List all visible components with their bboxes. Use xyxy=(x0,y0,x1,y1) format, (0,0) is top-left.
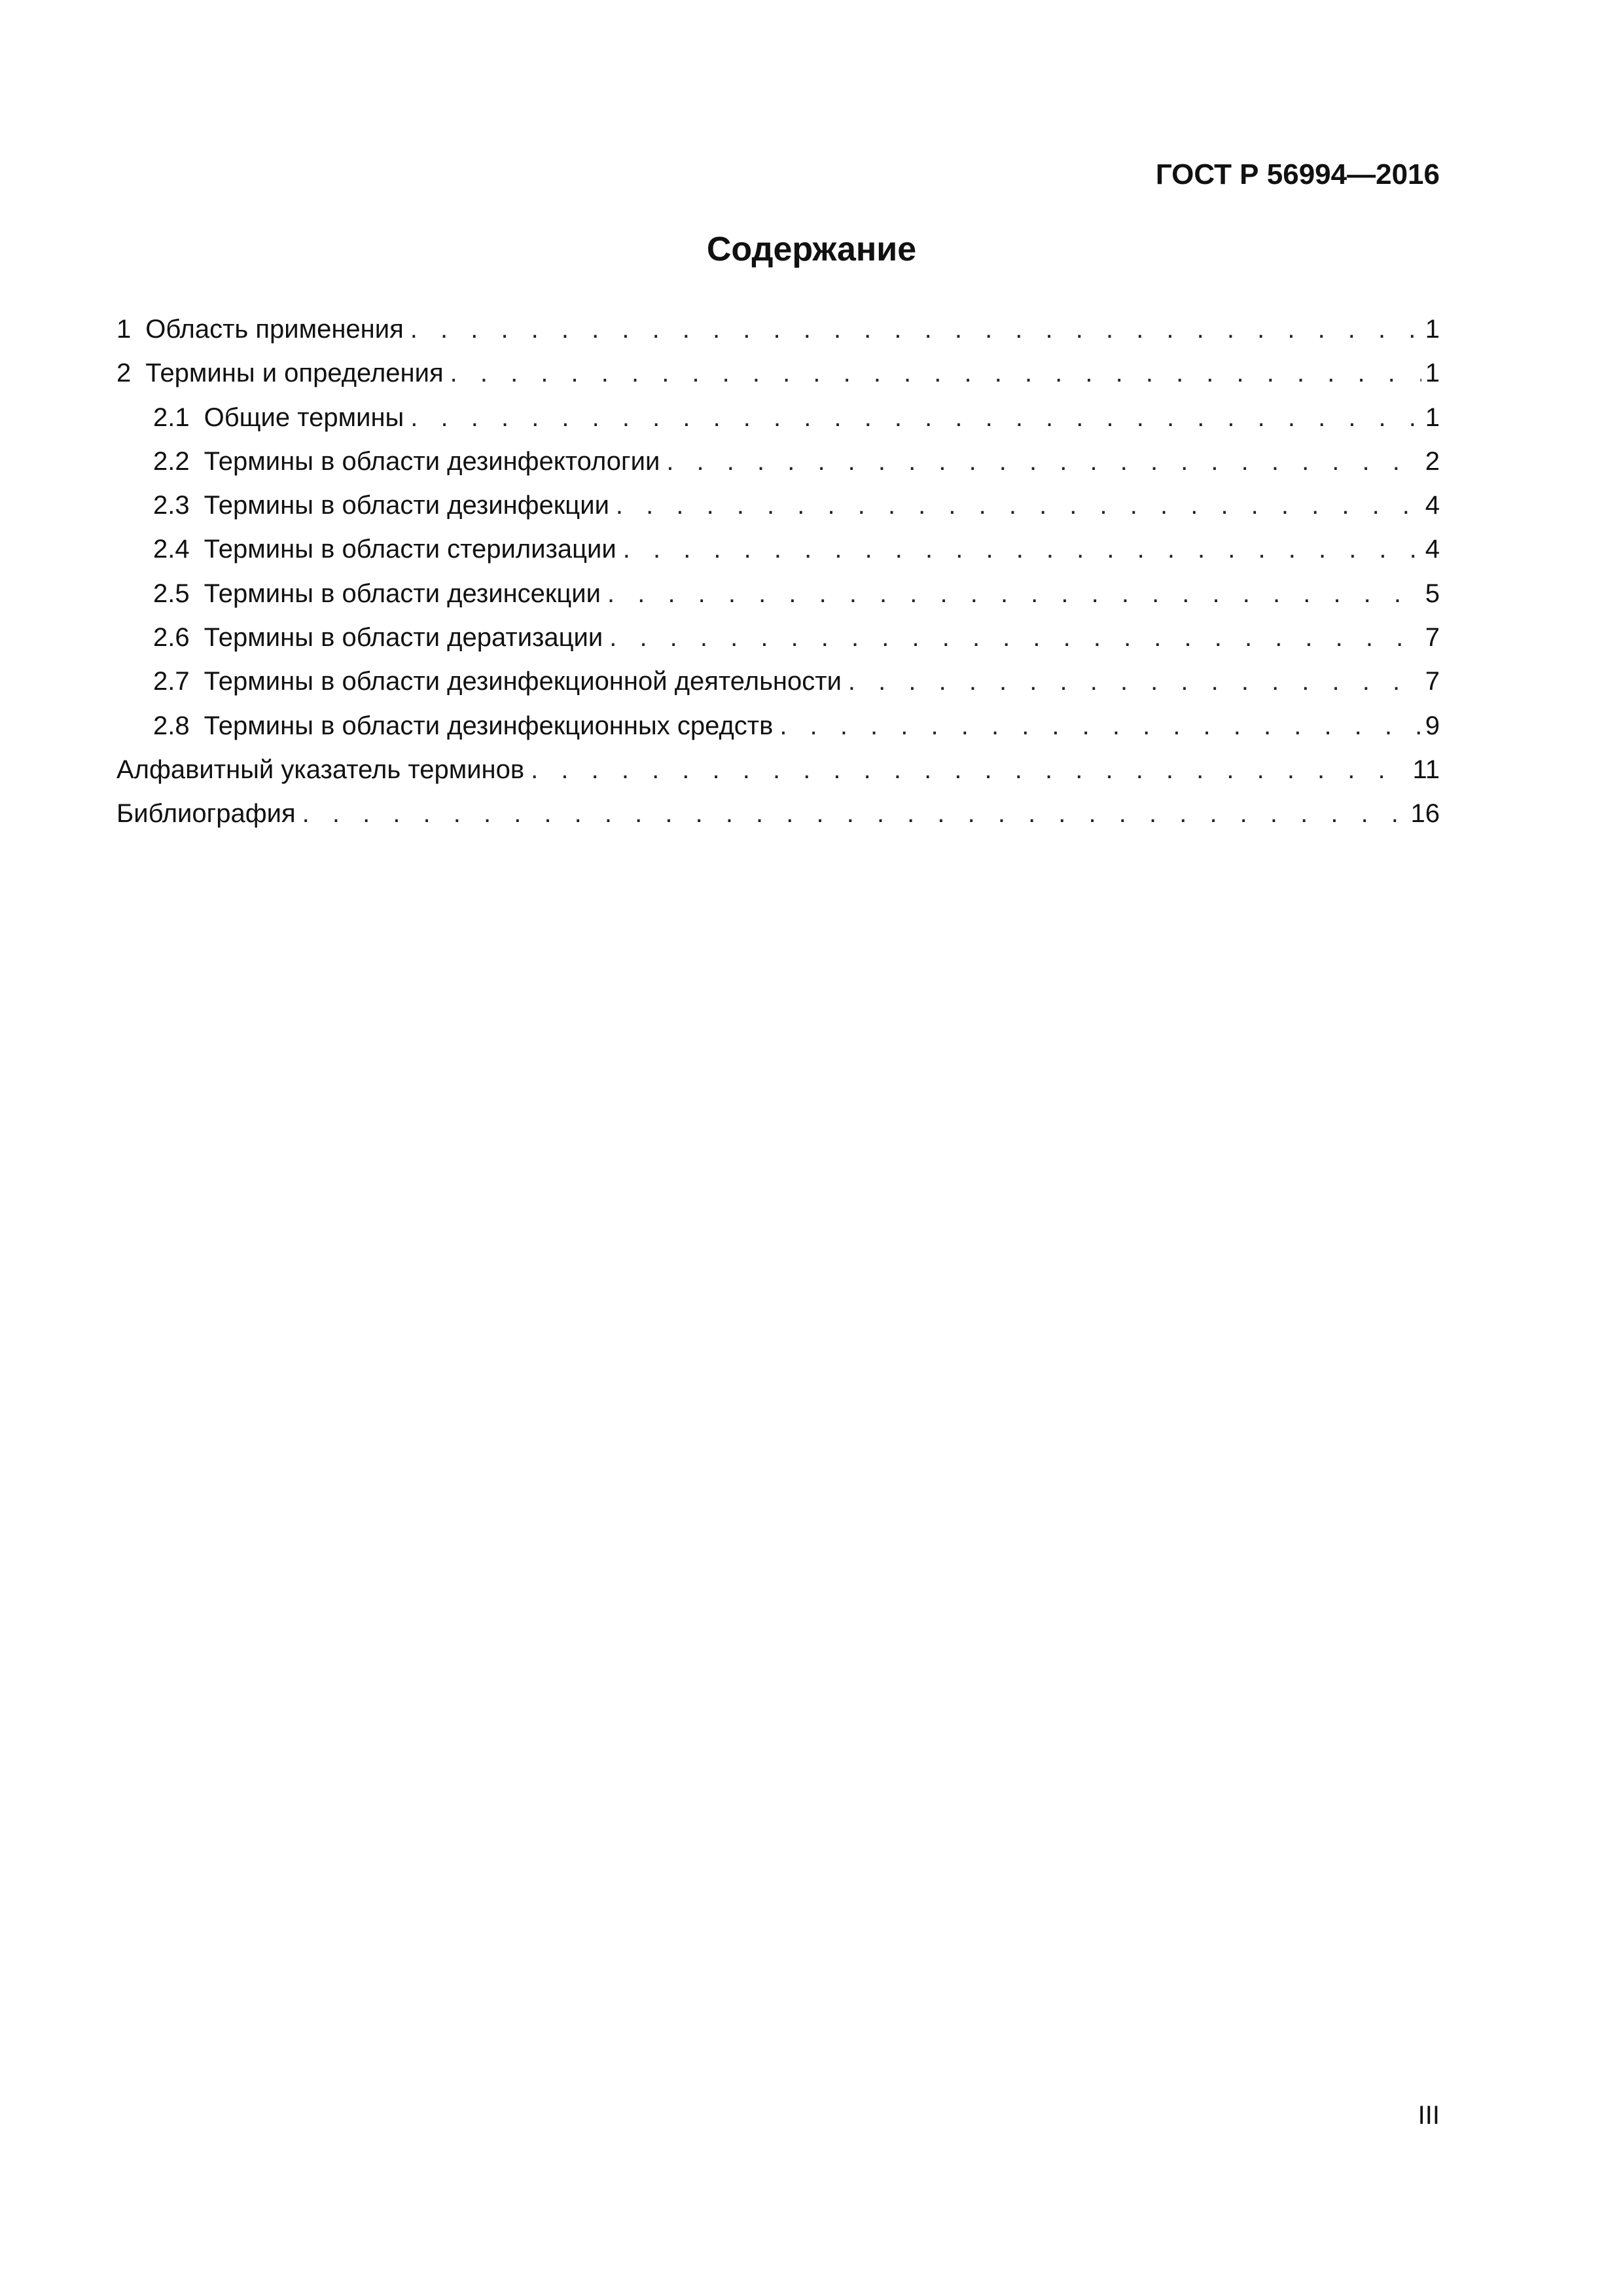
toc-entry-page: 1 xyxy=(1425,403,1440,432)
toc-entry-page: 9 xyxy=(1425,711,1440,740)
toc-entry-number: 2.2 xyxy=(153,446,190,476)
toc-entry-text: Термины в области дезинфекционных средств xyxy=(204,711,774,740)
toc-entry-number: 1 xyxy=(116,315,132,344)
toc-leader-dots xyxy=(848,660,1421,704)
toc-entry-number: 2.7 xyxy=(153,667,190,696)
toc-entry-text: Термины в области дезинфектологии xyxy=(204,446,660,476)
toc-entry-page: 5 xyxy=(1425,579,1440,608)
toc-entry-bibliography[interactable] xyxy=(116,792,1440,836)
toc-entry-page: 1 xyxy=(1425,359,1440,388)
toc-entry-page: 11 xyxy=(1412,755,1440,784)
toc-entry-2-8[interactable] xyxy=(116,704,1440,748)
toc-entry-1[interactable] xyxy=(116,308,1440,351)
toc-entry-text: Термины в области дезинфекционной деятельности xyxy=(204,667,842,696)
toc-leader-dots xyxy=(609,616,1421,660)
toc-entry-text: Область применения xyxy=(145,315,404,344)
toc-entry-page: 7 xyxy=(1425,667,1440,696)
toc-entry-2-6[interactable] xyxy=(116,616,1440,660)
toc-entry-page: 2 xyxy=(1425,446,1440,476)
document-code: ГОСТ Р 56994—2016 xyxy=(1155,158,1440,190)
toc-entry-2[interactable] xyxy=(116,351,1440,395)
toc-leader-dots xyxy=(607,572,1421,616)
toc-list xyxy=(116,308,1440,836)
toc-entry-number: 2.5 xyxy=(153,579,190,608)
toc-entry-number: 2.1 xyxy=(153,403,190,432)
page-number: III xyxy=(1418,2101,1440,2130)
toc-entry-text: Библиография xyxy=(116,799,296,829)
toc-entry-text: Термины и определения xyxy=(145,359,444,388)
toc-entry-2-2[interactable] xyxy=(116,440,1440,484)
toc-leader-dots xyxy=(623,528,1421,571)
toc-entry-2-3[interactable] xyxy=(116,484,1440,528)
toc-entry-text: Термины в области стерилизации xyxy=(204,535,616,564)
toc-entry-text: Термины в области дезинсекции xyxy=(204,579,601,608)
toc-entry-2-5[interactable] xyxy=(116,572,1440,616)
toc-entry-page: 4 xyxy=(1425,491,1440,520)
toc-title: Содержание xyxy=(706,230,917,268)
toc-entry-alphabetical-index[interactable] xyxy=(116,748,1440,792)
toc-entry-number: 2 xyxy=(116,359,132,388)
toc-leader-dots xyxy=(410,308,1421,351)
toc-entry-page: 4 xyxy=(1425,535,1440,564)
toc-entry-2-1[interactable] xyxy=(116,396,1440,440)
toc-leader-dots xyxy=(779,704,1421,748)
toc-entry-page: 16 xyxy=(1410,799,1440,829)
toc-entry-2-7[interactable] xyxy=(116,660,1440,704)
toc-entry-page: 1 xyxy=(1425,315,1440,344)
toc-entry-number: 2.4 xyxy=(153,535,190,564)
toc-entry-number: 2.8 xyxy=(153,711,190,740)
toc-leader-dots xyxy=(531,748,1408,792)
toc-entry-text: Термины в области дезинфекции xyxy=(204,491,609,520)
toc-entry-text: Алфавитный указатель терминов xyxy=(116,755,525,784)
toc-entry-number: 2.3 xyxy=(153,491,190,520)
toc-leader-dots xyxy=(410,396,1421,440)
toc-entry-text: Общие термины xyxy=(204,403,404,432)
toc-leader-dots xyxy=(616,484,1421,528)
toc-leader-dots xyxy=(450,351,1421,395)
toc-entry-page: 7 xyxy=(1425,623,1440,653)
toc-entry-number: 2.6 xyxy=(153,623,190,653)
toc-entry-2-4[interactable] xyxy=(116,528,1440,571)
toc-leader-dots xyxy=(302,792,1407,836)
toc-leader-dots xyxy=(666,440,1421,484)
toc-entry-text: Термины в области дератизации xyxy=(204,623,603,653)
